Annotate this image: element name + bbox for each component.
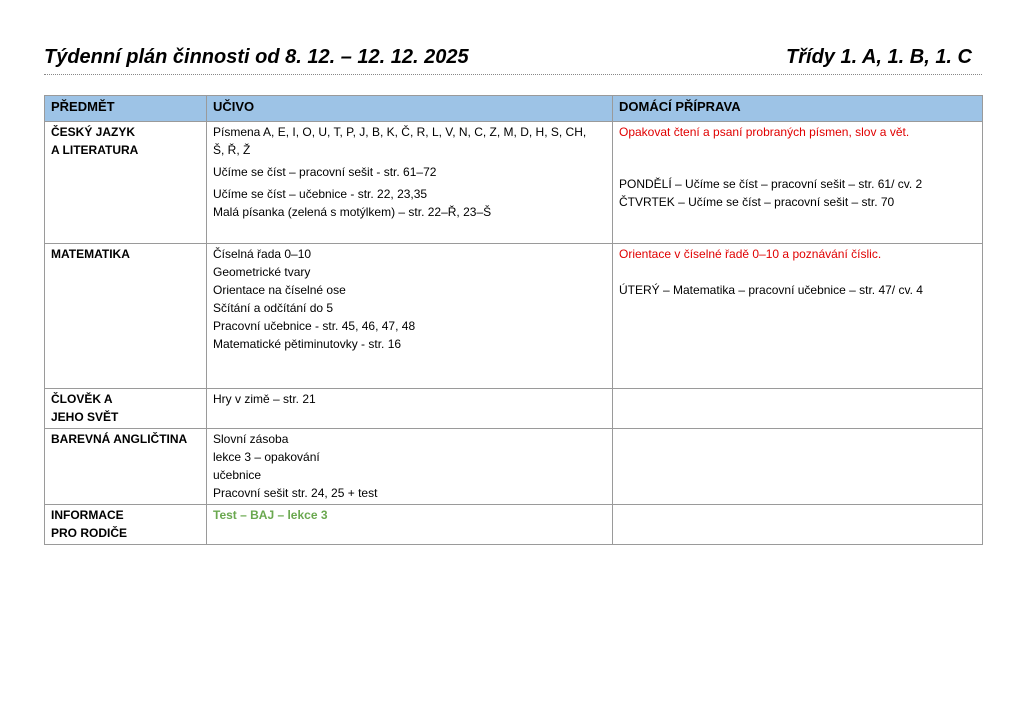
subject-line: INFORMACE [51, 508, 124, 522]
content-cell [207, 122, 613, 244]
subject-line: BAREVNÁ ANGLIČTINA [51, 432, 188, 446]
column-header-content: UČIVO [207, 96, 613, 122]
homework-highlight: Orientace v číselné řadě 0–10 a poznávání číslic. [619, 247, 882, 261]
homework-line: ÚTERÝ – Matematika – pracovní učebnice – str. 47/ cv. 4 [619, 283, 923, 297]
homework-cell [613, 122, 983, 244]
homework-cell [613, 389, 983, 429]
weekly-plan-table [44, 95, 983, 545]
content-line: Pracovní sešit str. 24, 25 + test [213, 486, 378, 500]
classes-title: Třídy 1. A, 1. B, 1. C [786, 46, 972, 68]
homework-line: ČTVRTEK – Učíme se číst – pracovní sešit – str. 70 [619, 195, 895, 209]
homework-line: PONDĚLÍ – Učíme se číst – pracovní sešit – str. 61/ cv. 2 [619, 177, 923, 191]
content-line: Učíme se číst – pracovní sešit - str. 61–72 [213, 165, 437, 179]
content-line: Š, Ř, Ž [213, 143, 251, 157]
table-row-world [45, 389, 983, 429]
content-line: učebnice [213, 468, 262, 482]
homework-cell [613, 244, 983, 389]
table-row-czech [45, 122, 983, 244]
homework-highlight: Opakovat čtení a psaní probraných písmen, slov a vět. [619, 125, 910, 139]
content-highlight: Test – BAJ – lekce 3 [213, 508, 328, 522]
content-cell [207, 505, 613, 545]
content-cell [207, 244, 613, 389]
subject-cell [45, 429, 207, 505]
table-row-english [45, 429, 983, 505]
plan-title: Týdenní plán činnosti od 8. 12. – 12. 12. 2025 [44, 46, 469, 68]
content-line: Písmena A, E, I, O, U, T, P, J, B, K, Č, R, L, V, N, C, Z, M, D, H, S, CH, [213, 125, 587, 139]
column-header-homework: DOMÁCÍ PŘÍPRAVA [613, 96, 983, 122]
subject-cell [45, 505, 207, 545]
content-line: Hry v zimě – str. 21 [213, 392, 316, 406]
content-cell [207, 389, 613, 429]
table-row-parents-info [45, 505, 983, 545]
header-divider [44, 74, 982, 75]
content-line: lekce 3 – opakování [213, 450, 320, 464]
subject-line: A LITERATURA [51, 143, 139, 157]
content-line: Číselná řada 0–10 [213, 247, 312, 261]
content-line: Matematické pětiminutovky - str. 16 [213, 337, 402, 351]
content-line: Geometrické tvary [213, 265, 311, 279]
subject-line: ČESKÝ JAZYK [51, 125, 136, 139]
subject-cell [45, 389, 207, 429]
table-header-row [45, 96, 983, 122]
content-line: Sčítání a odčítání do 5 [213, 301, 334, 315]
content-line: Slovní zásoba [213, 432, 289, 446]
page-header [44, 46, 972, 74]
subject-line: MATEMATIKA [51, 247, 130, 261]
subject-cell [45, 122, 207, 244]
homework-cell [613, 429, 983, 505]
content-line: Orientace na číselné ose [213, 283, 346, 297]
subject-line: JEHO SVĚT [51, 410, 119, 424]
homework-cell [613, 505, 983, 545]
subject-cell [45, 244, 207, 389]
subject-line: PRO RODIČE [51, 526, 128, 540]
subject-line: ČLOVĚK A [51, 392, 113, 406]
content-cell [207, 429, 613, 505]
table-row-math [45, 244, 983, 389]
content-line: Malá písanka (zelená s motýlkem) – str. 22–Ř, 23–Š [213, 205, 492, 219]
column-header-subject: PŘEDMĚT [45, 96, 207, 122]
content-line: Učíme se číst – učebnice - str. 22, 23,35 [213, 187, 428, 201]
content-line: Pracovní učebnice - str. 45, 46, 47, 48 [213, 319, 416, 333]
